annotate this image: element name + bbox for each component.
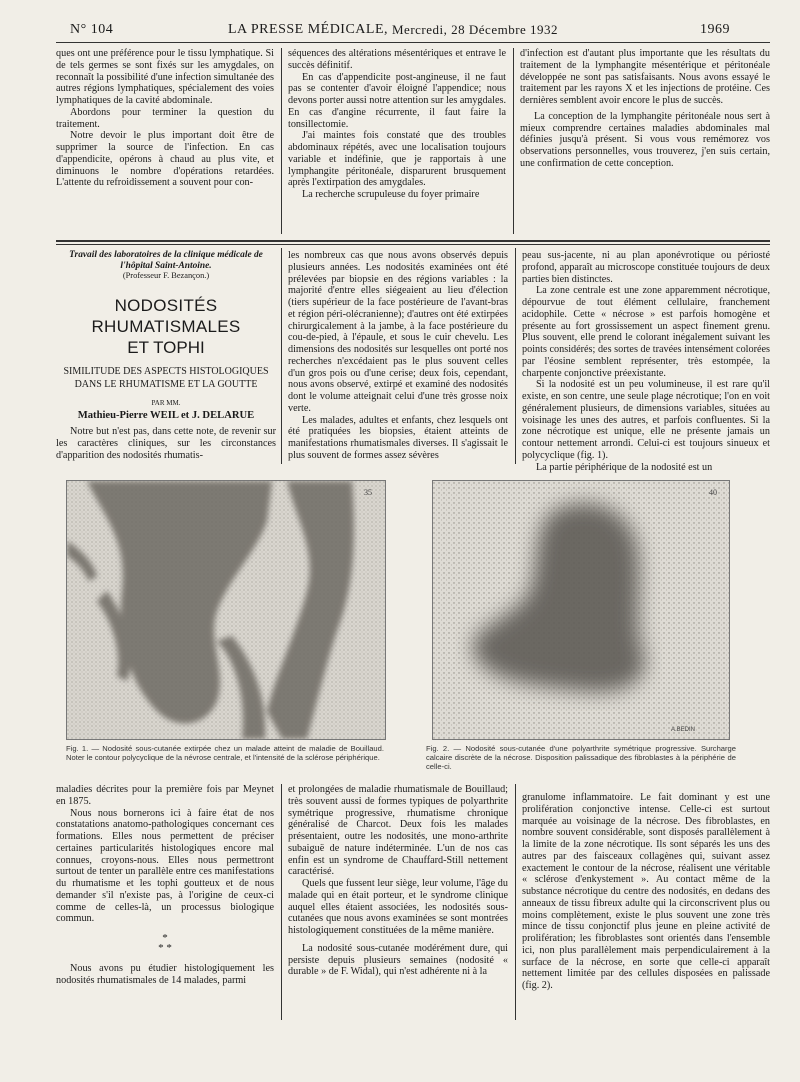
issue-number: N° 104 xyxy=(70,22,114,37)
paragraph: Abordons pour terminer la question du traitement. xyxy=(56,106,274,130)
figure-2-number: 40 xyxy=(709,488,717,497)
paragraph: La zone centrale est une zone apparemment nécrotique, dépourvue de tout élément cellulaire, franchement acidophile. Cette « nécrose » est parfois homogène et présente au fort grossissement un aspect finement grenu. Plus souvent, elle prend le colorant inégalement suivant les points considérés; des sortes de travées intensément colorées par l'éosine semblent représenter, très estompée, la charpente conjonctive préexistante. xyxy=(522,285,770,379)
figure-1-micrograph xyxy=(66,480,386,740)
paragraph: granulome inflammatoire. Le fait dominant y est une prolifération conjonctive intense. Celle-ci est surtout marquée au voisinage de la nécrose. Des fibroblastes, en nombre souvent considérable, sont disposés parallèlement à la limite de la zone nécrotique. Ils sont séparés les uns des autres par des faisceaux collagènes qui, suivant assez exactement le contour de la nécrose, réalisent une véritable « sclérose d'enkystement ». Au contact même de la substance nécrotique du centre des nodosités, en dedans des anneaux de tissu fibreux adulte qui la circonscrivent plus ou moins complètement, existe le plus souvent une zone très mince de tissu conjonctif plus jeune en pleine activité de prolifération; les fibroblastes sont orientés dans l'ensemble ici, non plus parallèlement mais perpendiculairement à la surface de la nécrose, en sorte que celle-ci apparaît nettement limitée par des cellules disposées en palissade (fig. 2). xyxy=(522,792,770,991)
top-column-2 xyxy=(288,48,506,201)
intro-paragraph xyxy=(56,426,276,461)
paragraph: les nombreux cas que nous avons observés depuis plusieurs années. Les nodosités examinées ont été prélevées par biopsie en des régions variables : la majorité d'entre elles siégeaient au lieu d'élection (tiers supérieur de la face postérieure de l'avant-bras et région péri-olécranienne); d'autres ont été extirpées chirurgicalement à la jambe, à la face postérieure du cou-de-pied, à l'épaule, et sous le cuir chevelu. Les dimensions des nodosités sur lesquelles ont porté nos recherches n'excédaient pas le plus souvent celles d'un gros pois ou d'une cerise; deux fois, cependant, nous avons observé, extirpé et examiné des nodosités dont le volume atteignait celui d'une très grosse noix verte. xyxy=(288,250,508,414)
article-heading xyxy=(56,250,276,421)
paragraph: d'infection est d'autant plus importante que les résultats du traitement de la lymphangite mésentérique et péritonéale développée ne sont pas satisfaisants. Nous avons essayé le traitement par les rayons X et les injections de protéine. Ces dernières semblent avoir encore le plus de succès. xyxy=(520,48,770,106)
paragraph: Notre devoir le plus important doit être de supprimer la source de l'infection. En cas d'appendicite, opérons à chaud au plus vite, et diminuons le nombre d'opérations retardées. L'attente du refroidissement a souvent pour con- xyxy=(56,130,274,189)
figure-2-illustration xyxy=(433,481,729,739)
article-subtitle-1: SIMILITUDE DES ASPECTS HISTOLOGIQUES xyxy=(63,366,269,377)
paragraph: Nous avons pu étudier histologiquement les nodosités rhumatismales de 14 malades, parmi xyxy=(56,963,274,986)
article-subtitle-2: DANS LE RHUMATISME ET LA GOUTTE xyxy=(74,378,258,390)
figure-1-caption: Fig. 1. — Nodosité sous-cutanée extirpée chez un malade atteint de maladie de Bouillaud. Noter le contour polycyclique de la névrose centrale, et l'intensité de la sclérose périphérique. xyxy=(66,744,384,762)
paragraph: Si la nodosité est un peu volumineuse, il est rare qu'il existe, en son centre, une seule plage nécrotique; l'on en voit généralement plusieurs, de dimensions variables, situées au voisinage les unes des autres, et parfois confluentes. Si la zone nécrotique est unique, elle ne présente jamais un contour nettement arrondi. Celui-ci est toujours sinueux et polycyclique (fig. 1). xyxy=(522,379,770,461)
bottom-column-2 xyxy=(288,784,508,978)
issue-date: Mercredi, 28 Décembre 1932 xyxy=(392,22,559,37)
paragraph: La nodosité sous-cutanée modérément dure, qui persiste depuis plusieurs semaines (nodosité « durable » de F. Widal), qui n'est adhérente ni à la xyxy=(288,942,508,978)
section-rule xyxy=(56,240,770,242)
paragraph: La conception de la lymphangite péritonéale nous sert à mieux comprendre certaines maladies abdominales mal définies jusqu'à présent. Si vous vous remémorez vos observations personnelles, vous trouverez, j'en suis certain, une confirmation de cette conception. xyxy=(520,110,770,169)
figure-2-signature: A.BEDIN xyxy=(671,727,696,733)
column-rule xyxy=(281,48,282,234)
journal-title: LA PRESSE MÉDICALE, xyxy=(228,22,389,37)
asterisks: * * xyxy=(158,942,172,954)
article-title-2: ET TOPHI xyxy=(127,338,205,357)
paragraph: séquences des altérations mésentériques et entrave le succès définitif. xyxy=(288,48,506,71)
figure-2-micrograph xyxy=(432,480,730,740)
column-rule xyxy=(515,784,516,1020)
top-column-3 xyxy=(520,48,770,170)
paragraph: Quels que fussent leur siège, leur volume, l'âge du malade qui en était porteur, et le syndrome clinique auquel elles étaient associées, les nodosités sous-cutanées que nous avons examinées se sont montrées histologiquement constituées de la même manière. xyxy=(288,878,508,936)
bottom-column-1 xyxy=(56,784,274,987)
paragraph: peau sus-jacente, ni au plan aponévrotique ou périosté profond, apparaît au microscope constituée toujours de deux parties bien distinctes. xyxy=(522,250,770,285)
professor-credit: (Professeur F. Bezançon.) xyxy=(122,271,210,280)
paragraph: ques ont une préférence pour le tissu lymphatique. Si de tels germes se sont fixés sur les amygdales, on reconnaît la possibilité d'une infection simultanée des autres régions lymphatiques, spécialement des voies lymphatiques de la cavité abdominale. xyxy=(56,48,274,106)
top-column-1 xyxy=(56,48,274,189)
paragraph: Les malades, adultes et enfants, chez lesquels ont été pratiquées les biopsies, étaient atteints de manifestations rhumatismales diverses. Il s'agissait le plus souvent de formes assez sévères xyxy=(288,414,508,461)
header-rule xyxy=(56,42,770,43)
paragraph: Notre but n'est pas, dans cette note, de revenir sur les caractères cliniques, sur les circonstances d'apparition des nodosités rhumatis- xyxy=(56,426,276,461)
by-line: PAR MM. xyxy=(151,399,181,407)
asterisk: * xyxy=(162,932,168,944)
paragraph: En cas d'appendicite post-angineuse, il ne faut pas se contenter d'avoir éloigné l'appendice; nous devons porter aussi notre attention sur les amygdales. En cas d'angine récurrente, il faut faire la tonsillectomie. xyxy=(288,71,506,130)
section-rule-thin xyxy=(56,244,770,245)
middle-column-2 xyxy=(288,250,508,462)
figure-1-number: 35 xyxy=(364,488,372,497)
article-title-1: NODOSITÉS RHUMATISMALES xyxy=(91,296,241,336)
section-break xyxy=(56,933,274,953)
middle-column-3 xyxy=(522,250,770,473)
paragraph: maladies décrites pour la première fois par Meynet en 1875. xyxy=(56,784,274,807)
bottom-column-3 xyxy=(522,792,770,992)
column-rule xyxy=(281,784,282,1020)
figure-2-caption: Fig. 2. — Nodosité sous-cutanée d'une polyarthrite symétrique progressive. Surcharge calcaire discrète de la nécrose. Disposition palissadique des fibroblastes à la périphérie de celle-ci. xyxy=(426,744,736,771)
page-number: 1969 xyxy=(700,22,730,37)
paragraph: et prolongées de maladie rhumatismale de Bouillaud; très souvent aussi de formes typiques de polyarthrite symétrique progressive, rhumatisme chronique généralisé de Charcot. Deux fois les malades présentaient, outre les nodosités, une mono-arthrite subaiguë de nature indéterminée. L'un de nos cas enfin est un syndrome de Chauffard-Still nettement caractérisé. xyxy=(288,784,508,878)
column-rule xyxy=(515,248,516,464)
paragraph: La partie périphérique de la nodosité est un xyxy=(536,461,713,473)
lab-credit: Travail des laboratoires de la clinique médicale de l'hôpital Saint-Antoine. xyxy=(69,250,263,271)
paragraph: J'ai maintes fois constaté que des troubles abdominaux répétés, avec une localisation toujours variable et indéfinie, que je rapportais à une lymphangite péritonéale, disparurent brusquement après l'extirpation des amygdales. xyxy=(288,130,506,189)
authors: Mathieu-Pierre WEIL et J. DELARUE xyxy=(77,410,255,421)
figure-1-illustration xyxy=(67,481,385,739)
column-rule xyxy=(513,48,514,234)
paragraph: Nous nous bornerons ici à faire état de nos constatations anatomo-pathologiques concernant ces formations. Elles nous permettent de préciser certaines particularités histologiques encore mal connues, croyons-nous. Elles nous permettront surtout de tenter un parallèle entre ces manifestations du rhumatisme et les tophi goutteux et de nous demander s'il n'existe pas, à l'origine de ceux-ci comme de celles-là, un processus biologique commun. xyxy=(56,807,274,925)
column-rule xyxy=(281,248,282,464)
paragraph: La recherche scrupuleuse du foyer primaire xyxy=(302,189,480,200)
